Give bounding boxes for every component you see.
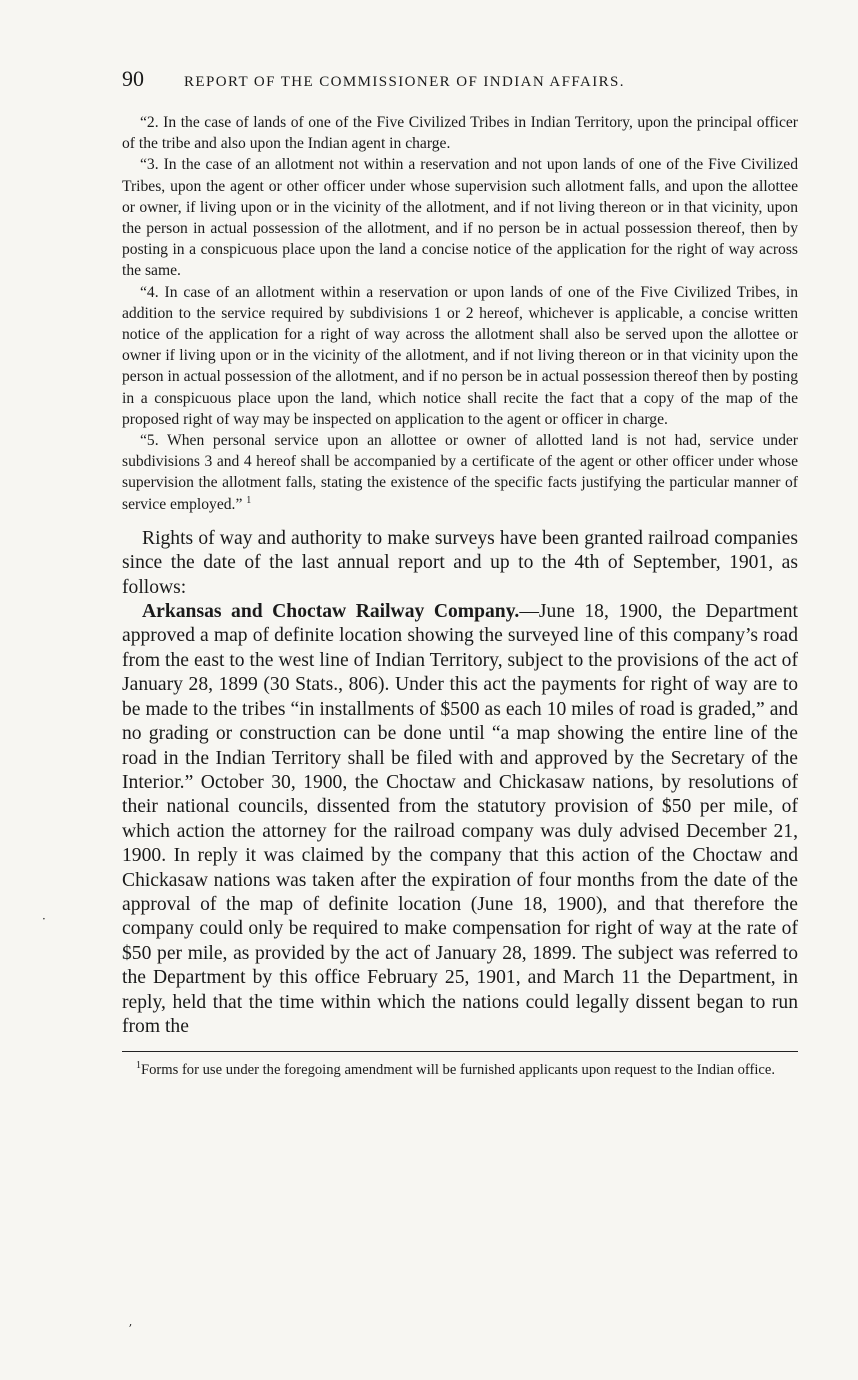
body-text [122, 527, 798, 1040]
quoted-paragraph-5 [122, 430, 798, 515]
footnote-marker: 1 [136, 1060, 141, 1072]
page-header [122, 66, 798, 96]
section-lead-text: —June 18, 1900, the Department approved a map of definite location showing the surveyed line of this company’s road from the east to the west line of Indian Territory, subject to the provisions of the act of January 28, 1899 (30 Stats., 806). Under this act the payments for right of way are to be made to the tribes “in installments of $500 as each 10 miles of road is graded,” and no grading or construction can be done until “a map showing the entire line of the road in the Indian Territory shall be filed with and approved by the Secretary of the Interior.” October 30, 1900, the Choctaw and Chickasaw nations, by resolutions of their national councils, dissented from the statutory provision of $50 per mile, of which action the attorney for the railroad company was duly advised December 21, 1900. In reply it was claimed by the company that this action of the Choctaw and Chickasaw nations was taken after the expiration of four months from the date of the approval of the map of definite location (June 18, 1900), and that therefore the company could only be required to make compensation for right of way at the rate of $50 per mile, as provided by the act of January 28, 1899. The subject was referred to the Department by this office February 25, 1901, and March 11 the Department, in reply, held that the time within which the nations could legally dissent began to run from the [122, 601, 798, 1037]
quoted-paragraph-3: “3. In the case of an allotment not within a reservation and not upon lands of one of the Five Civilized Tribes, upon the agent or other officer under whose supervision such allotment falls, and upon the allottee or owner, if living upon or in the vicinity of the allotment, and if not living thereon or in that vicinity, upon the person in actual possession of the allotment, and if no person be in actual possession thereof, then by posting in a conspicuous place upon the land a concise notice of the application for the right of way across the same. [122, 156, 798, 280]
section-lead-heading: Arkansas and Choctaw Railway Company. [142, 601, 520, 623]
page-number: 90 [122, 66, 144, 91]
running-head: REPORT OF THE COMMISSIONER OF INDIAN AFFAIRS. [184, 74, 625, 90]
quoted-amendment [122, 112, 798, 515]
margin-speck: · [42, 912, 46, 926]
document-page [122, 66, 798, 1080]
footnote-divider [122, 1051, 798, 1052]
quoted-paragraph-2: “2. In the case of lands of one of the Five Civilized Tribes in Indian Territory, upon the principal officer of the tribe and also upon the Indian agent in charge. [122, 114, 798, 153]
arkansas-choctaw-paragraph [122, 600, 798, 1039]
quoted-paragraph-4: “4. In case of an allotment within a reservation or upon lands of one of the Five Civilized Tribes, in addition to the service required by subdivisions 1 or 2 hereof, whichever is applicable, a concise written notice of the application for a right of way across the allotment shall also be served upon the allottee or owner if living upon or in the vicinity of the allotment, and if not living thereon or in that vicinity upon the person in actual possession of the allotment, and if no person be in actual possession thereof then by posting in a conspicuous place upon the land, which notice shall recite the fact that a copy of the map of the proposed right of way may be inspected on application to the agent or officer in charge. [122, 283, 798, 428]
margin-speck: ʼ [128, 1322, 132, 1336]
footnote-reference: 1 [246, 494, 252, 506]
footnote [122, 1060, 798, 1080]
quoted-paragraph-5-text: “5. When personal service upon an allottee or owner of allotted land is not had, service under subdivisions 3 and 4 hereof shall be accompanied by a certificate of the agent or other officer under whose supervision the allotment falls, stating the existence of the specific facts justifying the particular manner of service employed.” [122, 432, 798, 513]
footnote-text: Forms for use under the foregoing amendment will be furnished applicants upon request to the Indian office. [141, 1062, 775, 1079]
intro-paragraph: Rights of way and authority to make surveys have been granted railroad companies since the date of the last annual report and up to the 4th of September, 1901, as follows: [122, 527, 798, 598]
